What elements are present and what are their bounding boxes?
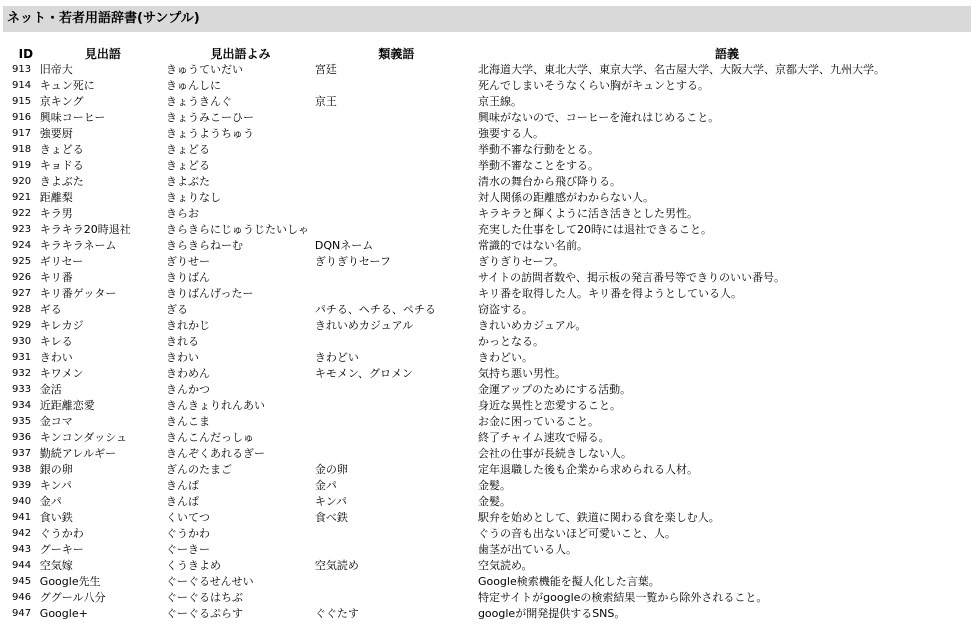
cell-headword: キラキラネーム <box>39 239 117 252</box>
page-title: ネット・若者用語辞書(サンプル) <box>3 6 971 32</box>
cell-reading: きれる <box>166 335 200 348</box>
cell-meaning: きわどい。 <box>477 351 533 364</box>
cell-reading: きりばんげったー <box>166 287 254 300</box>
cell-reading: きれかじ <box>166 319 211 332</box>
cell-reading: きょうみこーひー <box>166 111 255 124</box>
table-row <box>12 574 976 590</box>
cell-reading: きょうきんぐ <box>166 95 233 108</box>
table-row <box>12 254 976 270</box>
cell-id: 915 <box>12 96 32 107</box>
table-row <box>12 590 976 606</box>
cell-synonym: ぎりぎりセーフ <box>314 255 391 268</box>
cell-reading: きんこま <box>166 415 211 428</box>
cell-synonym <box>315 398 478 414</box>
cell-id: 914 <box>12 80 32 91</box>
cell-synonym: パチる、ヘチる、ペチる <box>314 303 436 316</box>
cell-id: 930 <box>12 336 32 347</box>
cell-headword: Google+ <box>39 607 88 620</box>
table-row <box>12 174 976 190</box>
cell-id: 931 <box>12 352 32 363</box>
cell-id: 926 <box>12 272 32 283</box>
cell-meaning: 歯茎が出ている人。 <box>477 543 577 556</box>
cell-reading: ぎんのたまご <box>166 463 233 476</box>
cell-synonym <box>315 158 478 174</box>
cell-synonym: 京王 <box>314 95 337 108</box>
cell-meaning: 京王線。 <box>477 95 522 108</box>
cell-synonym: 宮廷 <box>314 63 337 76</box>
cell-synonym: 空気読め <box>314 559 359 572</box>
cell-synonym <box>315 574 478 590</box>
cell-synonym <box>315 222 478 238</box>
cell-meaning: 金運アップのためにする活動。 <box>477 383 632 396</box>
cell-synonym <box>315 174 478 190</box>
table-row <box>12 302 976 318</box>
table-row <box>12 526 976 542</box>
cell-headword: 金コマ <box>39 415 73 428</box>
cell-id: 938 <box>12 464 32 475</box>
cell-reading: きりばん <box>166 271 211 284</box>
cell-headword: キリ番ゲッター <box>39 287 117 300</box>
cell-reading: ぎりせー <box>166 255 211 268</box>
cell-headword: キンコンダッシュ <box>39 431 128 444</box>
cell-reading: きんぱ <box>166 495 200 508</box>
cell-id: 916 <box>12 112 32 123</box>
cell-id: 945 <box>12 576 32 587</box>
table-row <box>12 286 976 302</box>
cell-synonym <box>315 334 478 350</box>
cell-headword: キリ番 <box>39 271 73 284</box>
cell-reading: きょどる <box>166 159 211 172</box>
table-row <box>12 510 976 526</box>
cell-id: 942 <box>12 528 32 539</box>
cell-synonym <box>315 542 478 558</box>
cell-meaning: 金髪。 <box>477 479 511 492</box>
cell-id: 932 <box>12 368 32 379</box>
cell-headword: 距離梨 <box>39 191 73 204</box>
cell-id: 947 <box>12 608 32 619</box>
table-row <box>12 110 976 126</box>
cell-headword: 空気嫁 <box>39 559 73 572</box>
cell-id: 921 <box>12 192 32 203</box>
table-row <box>12 462 976 478</box>
cell-id: 913 <box>12 64 32 75</box>
table-row <box>12 238 976 254</box>
cell-headword: キレカジ <box>39 319 84 332</box>
cell-id: 928 <box>12 304 32 315</box>
cell-headword: キワメン <box>39 367 84 380</box>
cell-reading: ぎる <box>166 303 189 316</box>
table-row <box>12 94 976 110</box>
cell-reading: きわい <box>166 351 200 364</box>
cell-reading: きょうようちゅう <box>166 127 255 140</box>
cell-headword: キラキラ20時退社 <box>39 223 131 236</box>
table-row <box>12 494 976 510</box>
table-row <box>12 206 976 222</box>
table-row <box>12 222 976 238</box>
cell-id: 917 <box>12 128 32 139</box>
cell-synonym: 金の卵 <box>314 463 348 476</box>
cell-meaning: ぎりぎりセーフ。 <box>477 255 565 268</box>
cell-headword: 食い鉄 <box>39 511 73 524</box>
cell-meaning: きれいめカジュアル。 <box>477 319 587 332</box>
cell-meaning: キリ番を取得した人。キリ番を得ようとしている人。 <box>477 287 742 300</box>
table-row <box>12 430 976 446</box>
cell-reading: きんぱ <box>166 479 200 492</box>
cell-id: 935 <box>12 416 32 427</box>
table-row <box>12 446 976 462</box>
cell-id: 923 <box>12 224 32 235</box>
cell-synonym: 食べ鉄 <box>314 511 348 524</box>
table-row <box>12 62 976 78</box>
cell-meaning: 挙動不審な行動をとる。 <box>477 143 599 156</box>
cell-reading: きよぶた <box>166 175 211 188</box>
cell-meaning: 窃盗する。 <box>477 303 533 316</box>
cell-meaning: 金髪。 <box>477 495 511 508</box>
table-row <box>12 126 976 142</box>
cell-synonym <box>315 126 478 142</box>
cell-id: 941 <box>12 512 32 523</box>
cell-headword: グーキー <box>39 543 84 556</box>
cell-reading: ぐーぐるはちぶ <box>166 591 244 604</box>
cell-synonym <box>315 446 478 462</box>
cell-reading: きょどる <box>166 143 211 156</box>
cell-headword: 興味コーヒー <box>39 111 106 124</box>
cell-headword: Google先生 <box>39 575 101 588</box>
cell-reading: ぐーきー <box>166 543 211 556</box>
cell-reading: くうきよめ <box>166 559 222 572</box>
cell-id: 940 <box>12 496 32 507</box>
cell-synonym <box>315 206 478 222</box>
cell-meaning: 身近な異性と恋愛すること。 <box>477 399 621 412</box>
cell-id: 934 <box>12 400 32 411</box>
cell-meaning: キラキラと輝くように活き活きとした男性。 <box>477 207 698 220</box>
table-row <box>12 606 976 622</box>
cell-meaning: 死んでしまいそうなくらい胸がキュンとする。 <box>477 79 709 92</box>
cell-id: 939 <box>12 480 32 491</box>
cell-id: 929 <box>12 320 32 331</box>
cell-synonym <box>315 190 478 206</box>
cell-headword: 勤続アレルギー <box>39 447 117 460</box>
cell-meaning: 強要する人。 <box>477 127 544 140</box>
cell-synonym <box>315 526 478 542</box>
cell-id: 933 <box>12 384 32 395</box>
cell-headword: きよぶた <box>39 175 84 188</box>
table-row <box>12 542 976 558</box>
table-row <box>12 318 976 334</box>
cell-reading: くいてつ <box>166 511 211 524</box>
cell-headword: 近距離恋愛 <box>39 399 95 412</box>
cell-synonym <box>315 270 478 286</box>
cell-synonym <box>315 414 478 430</box>
table-row <box>12 158 976 174</box>
cell-id: 927 <box>12 288 32 299</box>
cell-headword: 強要厨 <box>39 127 73 140</box>
cell-id: 937 <box>12 448 32 459</box>
cell-headword: ギる <box>39 303 62 316</box>
cell-reading: きらきらねーむ <box>166 239 244 252</box>
cell-reading: きわめん <box>166 367 211 380</box>
cell-reading: ぐーぐるせんせい <box>166 575 254 588</box>
column-header-headword: 見出語 <box>84 47 121 61</box>
cell-meaning: 北海道大学、東北大学、東京大学、名古屋大学、大阪大学、京都大学、九州大学。 <box>477 63 885 76</box>
cell-reading: きゅんしに <box>166 79 222 92</box>
cell-id: 936 <box>12 432 32 443</box>
cell-meaning: ぐうの音も出ないほど可愛いこと、人。 <box>477 527 676 540</box>
table-row <box>12 382 976 398</box>
cell-headword: キレる <box>39 335 73 348</box>
table-row <box>12 190 976 206</box>
cell-reading: きゅうていだい <box>166 63 244 76</box>
cell-reading: きんぞくあれるぎー <box>166 447 266 460</box>
cell-meaning: 定年退職した後も企業から求められる人材。 <box>477 463 698 476</box>
cell-meaning: 会社の仕事が長続きしない人。 <box>477 447 632 460</box>
table-row <box>12 142 976 158</box>
cell-reading: きんかつ <box>166 383 211 396</box>
cell-synonym <box>315 430 478 446</box>
cell-id: 919 <box>12 160 32 171</box>
column-header-reading: 見出語よみ <box>210 47 271 61</box>
cell-reading: ぐうかわ <box>166 527 211 540</box>
cell-meaning: 空気読め。 <box>477 559 533 572</box>
cell-id: 924 <box>12 240 32 251</box>
cell-reading: ぐーぐるぷらす <box>166 607 244 620</box>
table-body <box>12 62 976 622</box>
cell-synonym: ぐぐたす <box>314 607 359 620</box>
cell-synonym: きれいめカジュアル <box>314 319 414 332</box>
cell-reading: きらきらにじゅうじたいしゃ <box>166 223 310 236</box>
table-row <box>12 350 976 366</box>
table-row <box>12 366 976 382</box>
cell-synonym: 金パ <box>314 479 337 492</box>
cell-synonym <box>315 286 478 302</box>
cell-headword: キンパ <box>39 479 72 492</box>
table-row <box>12 334 976 350</box>
cell-synonym <box>315 590 478 606</box>
cell-synonym <box>315 382 478 398</box>
table-row <box>12 78 976 94</box>
column-header-synonym: 類義語 <box>378 47 415 61</box>
cell-reading: きんこんだっしゅ <box>166 431 255 444</box>
cell-reading: きらお <box>166 207 200 220</box>
cell-meaning: 充実した仕事をして20時には退社できること。 <box>477 223 712 236</box>
cell-meaning: サイトの訪問者数や、掲示板の発言番号等できりのいい番号。 <box>477 271 785 284</box>
cell-headword: 京キング <box>39 95 84 108</box>
cell-meaning: 気持ち悪い男性。 <box>477 367 566 380</box>
cell-synonym: DQNネーム <box>314 239 374 252</box>
cell-meaning: 清水の舞台から飛び降りる。 <box>477 175 621 188</box>
column-header-meaning: 語義 <box>714 47 739 61</box>
table-row <box>12 478 976 494</box>
table-row <box>12 558 976 574</box>
table-row <box>12 270 976 286</box>
cell-meaning: 対人関係の距離感がわからない人。 <box>477 191 654 204</box>
cell-meaning: 特定サイトがgoogleの検索結果一覧から除外されること。 <box>477 591 768 604</box>
cell-id: 920 <box>12 176 32 187</box>
cell-id: 925 <box>12 256 32 267</box>
cell-reading: きんきょりれんあい <box>166 399 266 412</box>
table-row <box>12 398 976 414</box>
cell-meaning: 興味がないので、コーヒーを淹れはじめること。 <box>477 111 720 124</box>
cell-synonym: キモメン、グロメン <box>314 367 413 380</box>
cell-headword: きわい <box>39 351 73 364</box>
cell-id: 918 <box>12 144 32 155</box>
cell-synonym <box>315 78 478 94</box>
cell-headword: キラ男 <box>39 207 73 220</box>
cell-headword: 金活 <box>39 383 62 396</box>
cell-synonym: きわどい <box>314 351 359 364</box>
cell-id: 946 <box>12 592 32 603</box>
cell-meaning: 駅弁を始めとして、鉄道に関わる食を楽しむ人。 <box>477 511 720 524</box>
column-header-id: ID <box>18 47 34 61</box>
cell-id: 943 <box>12 544 32 555</box>
cell-meaning: 常識的ではない名前。 <box>477 239 588 252</box>
cell-headword: 旧帝大 <box>39 63 73 76</box>
cell-synonym <box>315 142 478 158</box>
cell-headword: 銀の卵 <box>39 463 73 476</box>
cell-meaning: 終了チャイム速攻で帰る。 <box>477 431 610 444</box>
cell-headword: ぐうかわ <box>39 527 84 540</box>
cell-headword: ググール八分 <box>39 591 106 604</box>
cell-headword: きょどる <box>39 143 84 156</box>
cell-id: 944 <box>12 560 32 571</box>
cell-headword: ギリセー <box>39 255 84 268</box>
cell-reading: きょりなし <box>166 191 222 204</box>
cell-headword: キョドる <box>39 159 84 172</box>
cell-meaning: お金に困っていること。 <box>477 415 599 428</box>
cell-headword: 金パ <box>39 495 62 508</box>
cell-synonym: キンパ <box>314 495 347 508</box>
table-header-row <box>12 46 976 62</box>
table-row <box>12 414 976 430</box>
cell-headword: キュン死に <box>39 79 95 92</box>
dictionary-table <box>12 46 976 622</box>
cell-meaning: Google検索機能を擬人化した言葉。 <box>477 575 660 588</box>
cell-id: 922 <box>12 208 32 219</box>
cell-meaning: 挙動不審なことをする。 <box>477 159 599 172</box>
cell-meaning: googleが開発提供するSNS。 <box>477 607 626 620</box>
cell-meaning: かっとなる。 <box>477 335 544 348</box>
cell-synonym <box>315 110 478 126</box>
